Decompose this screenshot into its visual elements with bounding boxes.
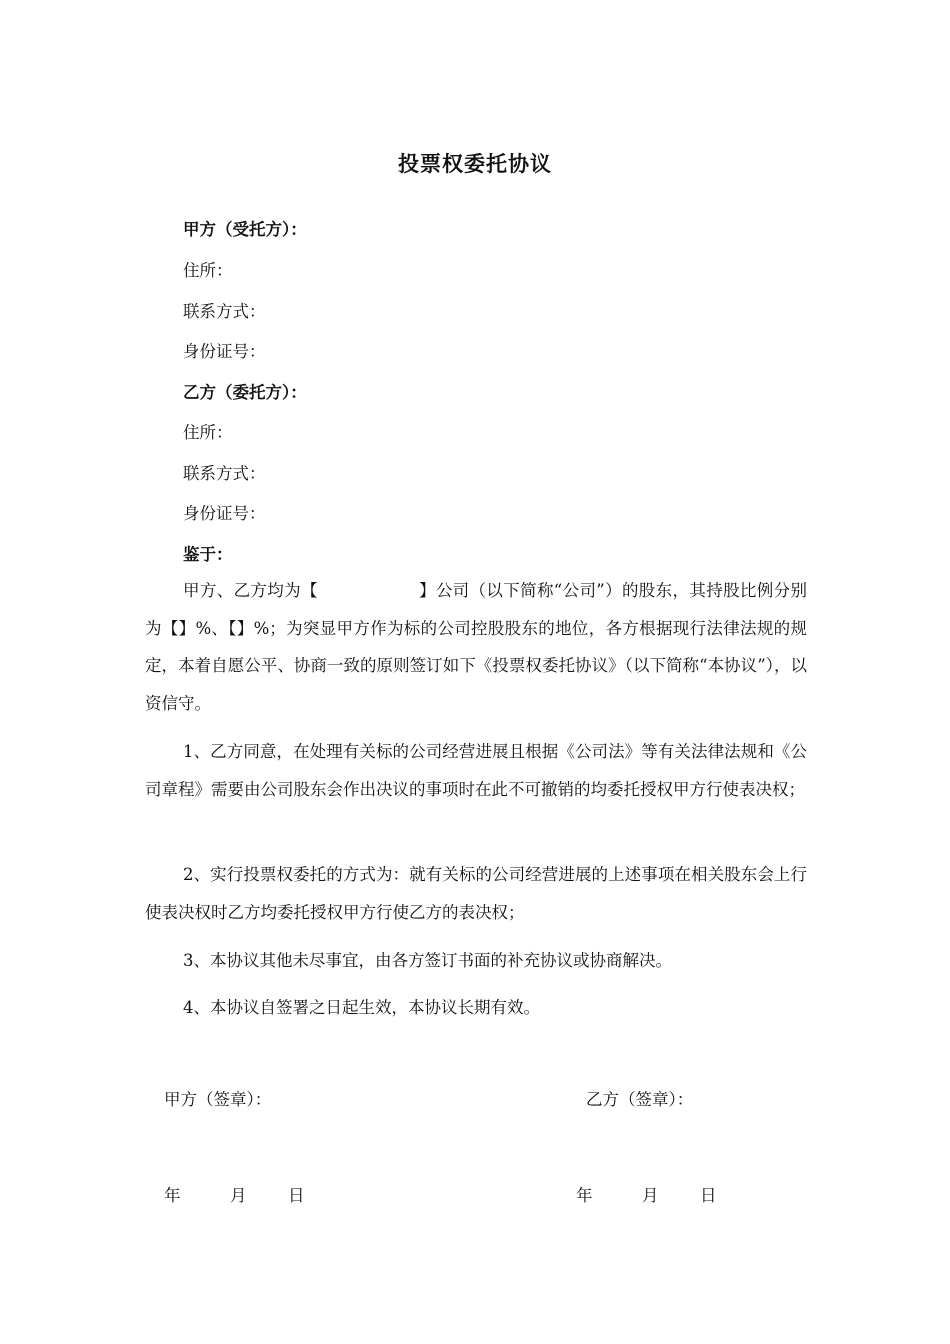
party-a-date-day: 日 [288, 1186, 305, 1205]
party-b-date-month: 月 [642, 1186, 659, 1205]
party-a-signature-label: 甲方（签章）： [164, 1090, 272, 1109]
party-b-date-year: 年 [576, 1186, 593, 1205]
clause-4: 4、本协议自签署之日起生效，本协议长期有效。 [183, 998, 540, 1017]
clause-3: 3、本协议其他未尽事宜，由各方签订书面的补充协议或协商解决。 [183, 951, 672, 970]
clause-1: 1、乙方同意，在处理有关标的公司经营进展且根据《公司法》等有关法律法规和《公司章程》需要由公司股东会作出决议的事项时在此不可撤销的均委托授权甲方行使表决权； [145, 742, 807, 799]
party-a-id-label: 身份证号： [183, 342, 266, 361]
party-b-address-label: 住所： [183, 423, 233, 442]
party-b-id-label: 身份证号： [183, 504, 266, 523]
party-a-heading: 甲方（受托方）： [183, 220, 307, 239]
whereas-paragraph: 甲方、乙方均为【 】公司（以下简称“公司”）的股东，其持股比例分别为【】%、【】%；为突显甲方作为标的公司控股股东的地位，各方根据现行法律法规的规定，本着自愿公平、协商一致的原则签订如下《投票权委托协议》（以下简称“本协议”），以资信守。 [145, 581, 807, 713]
whereas-heading: 鉴于： [183, 545, 233, 564]
party-b-heading: 乙方（委托方）： [183, 383, 307, 402]
party-b-contact-label: 联系方式： [183, 464, 266, 483]
party-b-signature-label: 乙方（签章）： [586, 1090, 694, 1109]
document-title: 投票权委托协议 [398, 151, 552, 176]
party-a-date-month: 月 [230, 1186, 247, 1205]
party-a-contact-label: 联系方式： [183, 302, 266, 321]
party-b-date-day: 日 [700, 1186, 717, 1205]
clause-2: 2、实行投票权委托的方式为：就有关标的公司经营进展的上述事项在相关股东会上行使表决权时乙方均委托授权甲方行使乙方的表决权； [145, 865, 807, 922]
party-a-address-label: 住所： [183, 261, 233, 280]
party-a-date-year: 年 [164, 1186, 181, 1205]
